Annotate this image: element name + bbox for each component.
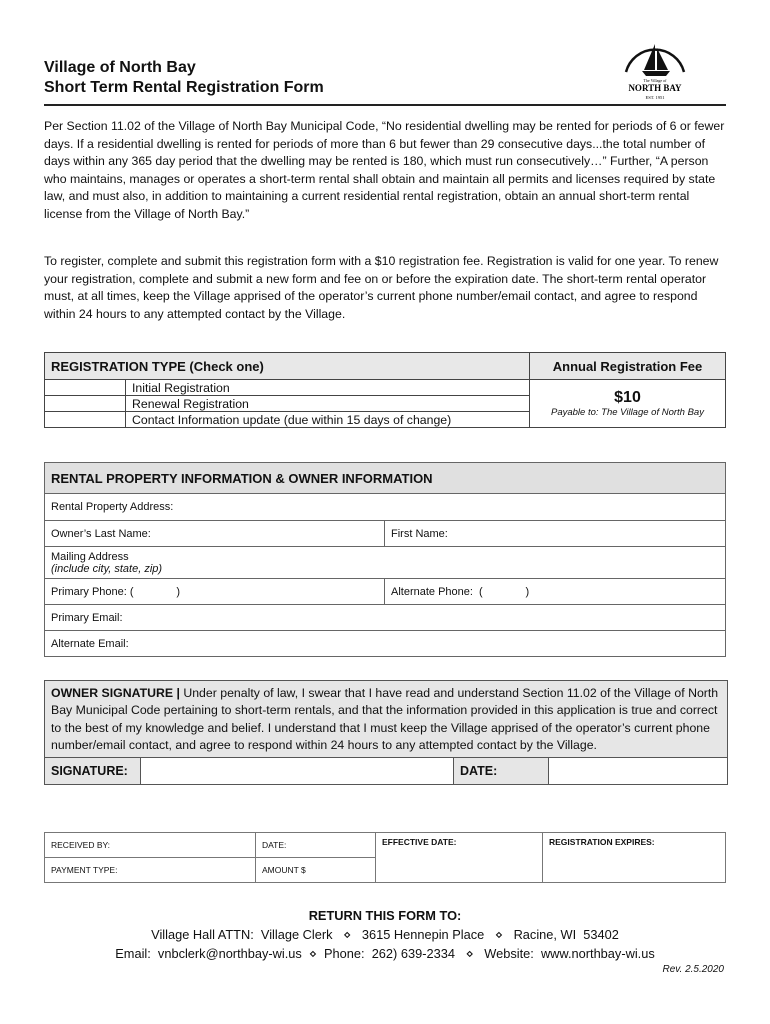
received-by-field[interactable] (45, 833, 256, 858)
rental-section-title: RENTAL PROPERTY INFORMATION & OWNER INFORMATION (45, 463, 726, 494)
fee-payable-note: Payable to: The Village of North Bay (551, 407, 704, 418)
mailing-address-label: Mailing Address (51, 550, 129, 563)
form-title (44, 58, 324, 98)
checkbox-renewal[interactable] (45, 396, 126, 412)
primary-phone-label: Primary Phone: ( ) (51, 585, 180, 598)
effective-date-label: EFFECTIVE DATE: (382, 837, 457, 847)
signature-row (45, 757, 727, 784)
village-logo (612, 38, 698, 102)
intro-paragraph-1: Per Section 11.02 of the Village of North Bay Municipal Code, “No residential dwelling may be rented for periods of 6 or fewer days. If a residential dwelling is rented for periods of more than 6 but fewer than 29 consecutive days...the total number of days within any 365 day period that the dwelling may be rented is 180, which must run consecutively…” Further, “A person who maintains, manages or operates a short-term rental shall obtain and maintain all permits and licenses required by state law, and must also, in addition to maintaining a current residential rental registration, obtain an annual short-term rental license from the Village of North Bay.” (44, 119, 725, 221)
primary-email-field[interactable] (45, 605, 726, 631)
fee-amount: $10 (614, 389, 641, 406)
mailing-address-field[interactable] (45, 547, 726, 579)
signature-statement (45, 681, 727, 757)
amount-field[interactable] (256, 858, 376, 883)
date-field[interactable] (549, 758, 727, 784)
title-line-1: Village of North Bay (44, 59, 196, 76)
owner-last-name-field[interactable] (45, 521, 385, 547)
rental-owner-info-table (44, 462, 726, 657)
registration-expires-field[interactable] (543, 833, 726, 883)
alternate-phone-label: Alternate Phone: ( ) (391, 585, 530, 598)
return-contact-line: Email: vnbclerk@northbay-wi.us ⋄ Phone: 262) 639-2334 ⋄ Website: www.northbay-wi.us (115, 946, 655, 961)
logo-name-text: NORTH BAY (628, 83, 682, 93)
logo-top-text: The Village of (643, 78, 667, 83)
option-contact-update: Contact Information update (due within 15 days of change) (126, 412, 530, 428)
alternate-email-field[interactable] (45, 631, 726, 657)
intro-paragraph-2: To register, complete and submit this registration form with a $10 registration fee. Registration is valid for one year. To renew your registration, complete and submit a new form and fee on or before the expiration date. The short-term rental operator must, at all times, keep the Village apprised of the operator’s current phone number/email contact, and agree to respond within 24 hours to any attempted contact by the Village. (44, 254, 719, 321)
first-name-field[interactable] (385, 521, 726, 547)
option-renewal: Renewal Registration (126, 396, 530, 412)
amount-label: AMOUNT $ (262, 865, 306, 875)
office-date-field[interactable] (256, 833, 376, 858)
owner-signature-section (44, 680, 728, 785)
checkbox-initial[interactable] (45, 380, 126, 396)
registration-expires-label: REGISTRATION EXPIRES: (549, 837, 655, 847)
office-use-table (44, 832, 726, 883)
primary-phone-field[interactable] (45, 579, 385, 605)
title-divider (44, 104, 726, 106)
registration-type-table (44, 352, 726, 428)
office-date-label: DATE: (262, 840, 287, 850)
rental-property-address-label: Rental Property Address: (51, 501, 174, 513)
signature-label: SIGNATURE: (45, 758, 141, 784)
signature-statement-text: Under penalty of law, I swear that I have read and understand Section 11.02 of the Village of North Bay Municipal Code pertaining to short-term rentals, and that the information provided in this application is true and correct to the best of my knowledge and belief. I understand that I must keep the Village apprised of the operator’s current phone number/email contact, and agree to respond within 24 hours to any attempted contact by the Village. (51, 686, 719, 753)
alternate-phone-field[interactable] (385, 579, 726, 605)
date-label: DATE: (454, 758, 549, 784)
village-seal-icon (612, 38, 698, 102)
first-name-label: First Name: (391, 527, 448, 540)
received-by-label: RECEIVED BY: (51, 840, 111, 850)
mailing-address-hint: (include city, state, zip) (51, 562, 163, 575)
return-info (44, 906, 726, 963)
owner-signature-label: OWNER SIGNATURE | (51, 686, 180, 700)
option-initial: Initial Registration (126, 380, 530, 396)
payment-type-field[interactable] (45, 858, 256, 883)
revision-label: Rev. 2.5.2020 (662, 964, 724, 975)
fee-cell (530, 380, 726, 428)
return-address-line: Village Hall ATTN: Village Clerk ⋄ 3615 Hennepin Place ⋄ Racine, WI 53402 (151, 927, 619, 942)
registration-type-header: REGISTRATION TYPE (Check one) (45, 353, 530, 380)
logo-est-text: EST. 1951 (645, 95, 665, 100)
effective-date-field[interactable] (376, 833, 543, 883)
owner-last-name-label: Owner’s Last Name: (51, 527, 151, 540)
rental-property-address-field[interactable] (45, 494, 726, 521)
annual-fee-header: Annual Registration Fee (530, 353, 726, 380)
primary-email-label: Primary Email: (51, 611, 123, 624)
checkbox-contact-update[interactable] (45, 412, 126, 428)
title-line-2: Short Term Rental Registration Form (44, 79, 324, 96)
alternate-email-label: Alternate Email: (51, 637, 129, 650)
return-heading: RETURN THIS FORM TO: (308, 908, 462, 923)
signature-field[interactable] (141, 758, 454, 784)
payment-type-label: PAYMENT TYPE: (51, 865, 118, 875)
